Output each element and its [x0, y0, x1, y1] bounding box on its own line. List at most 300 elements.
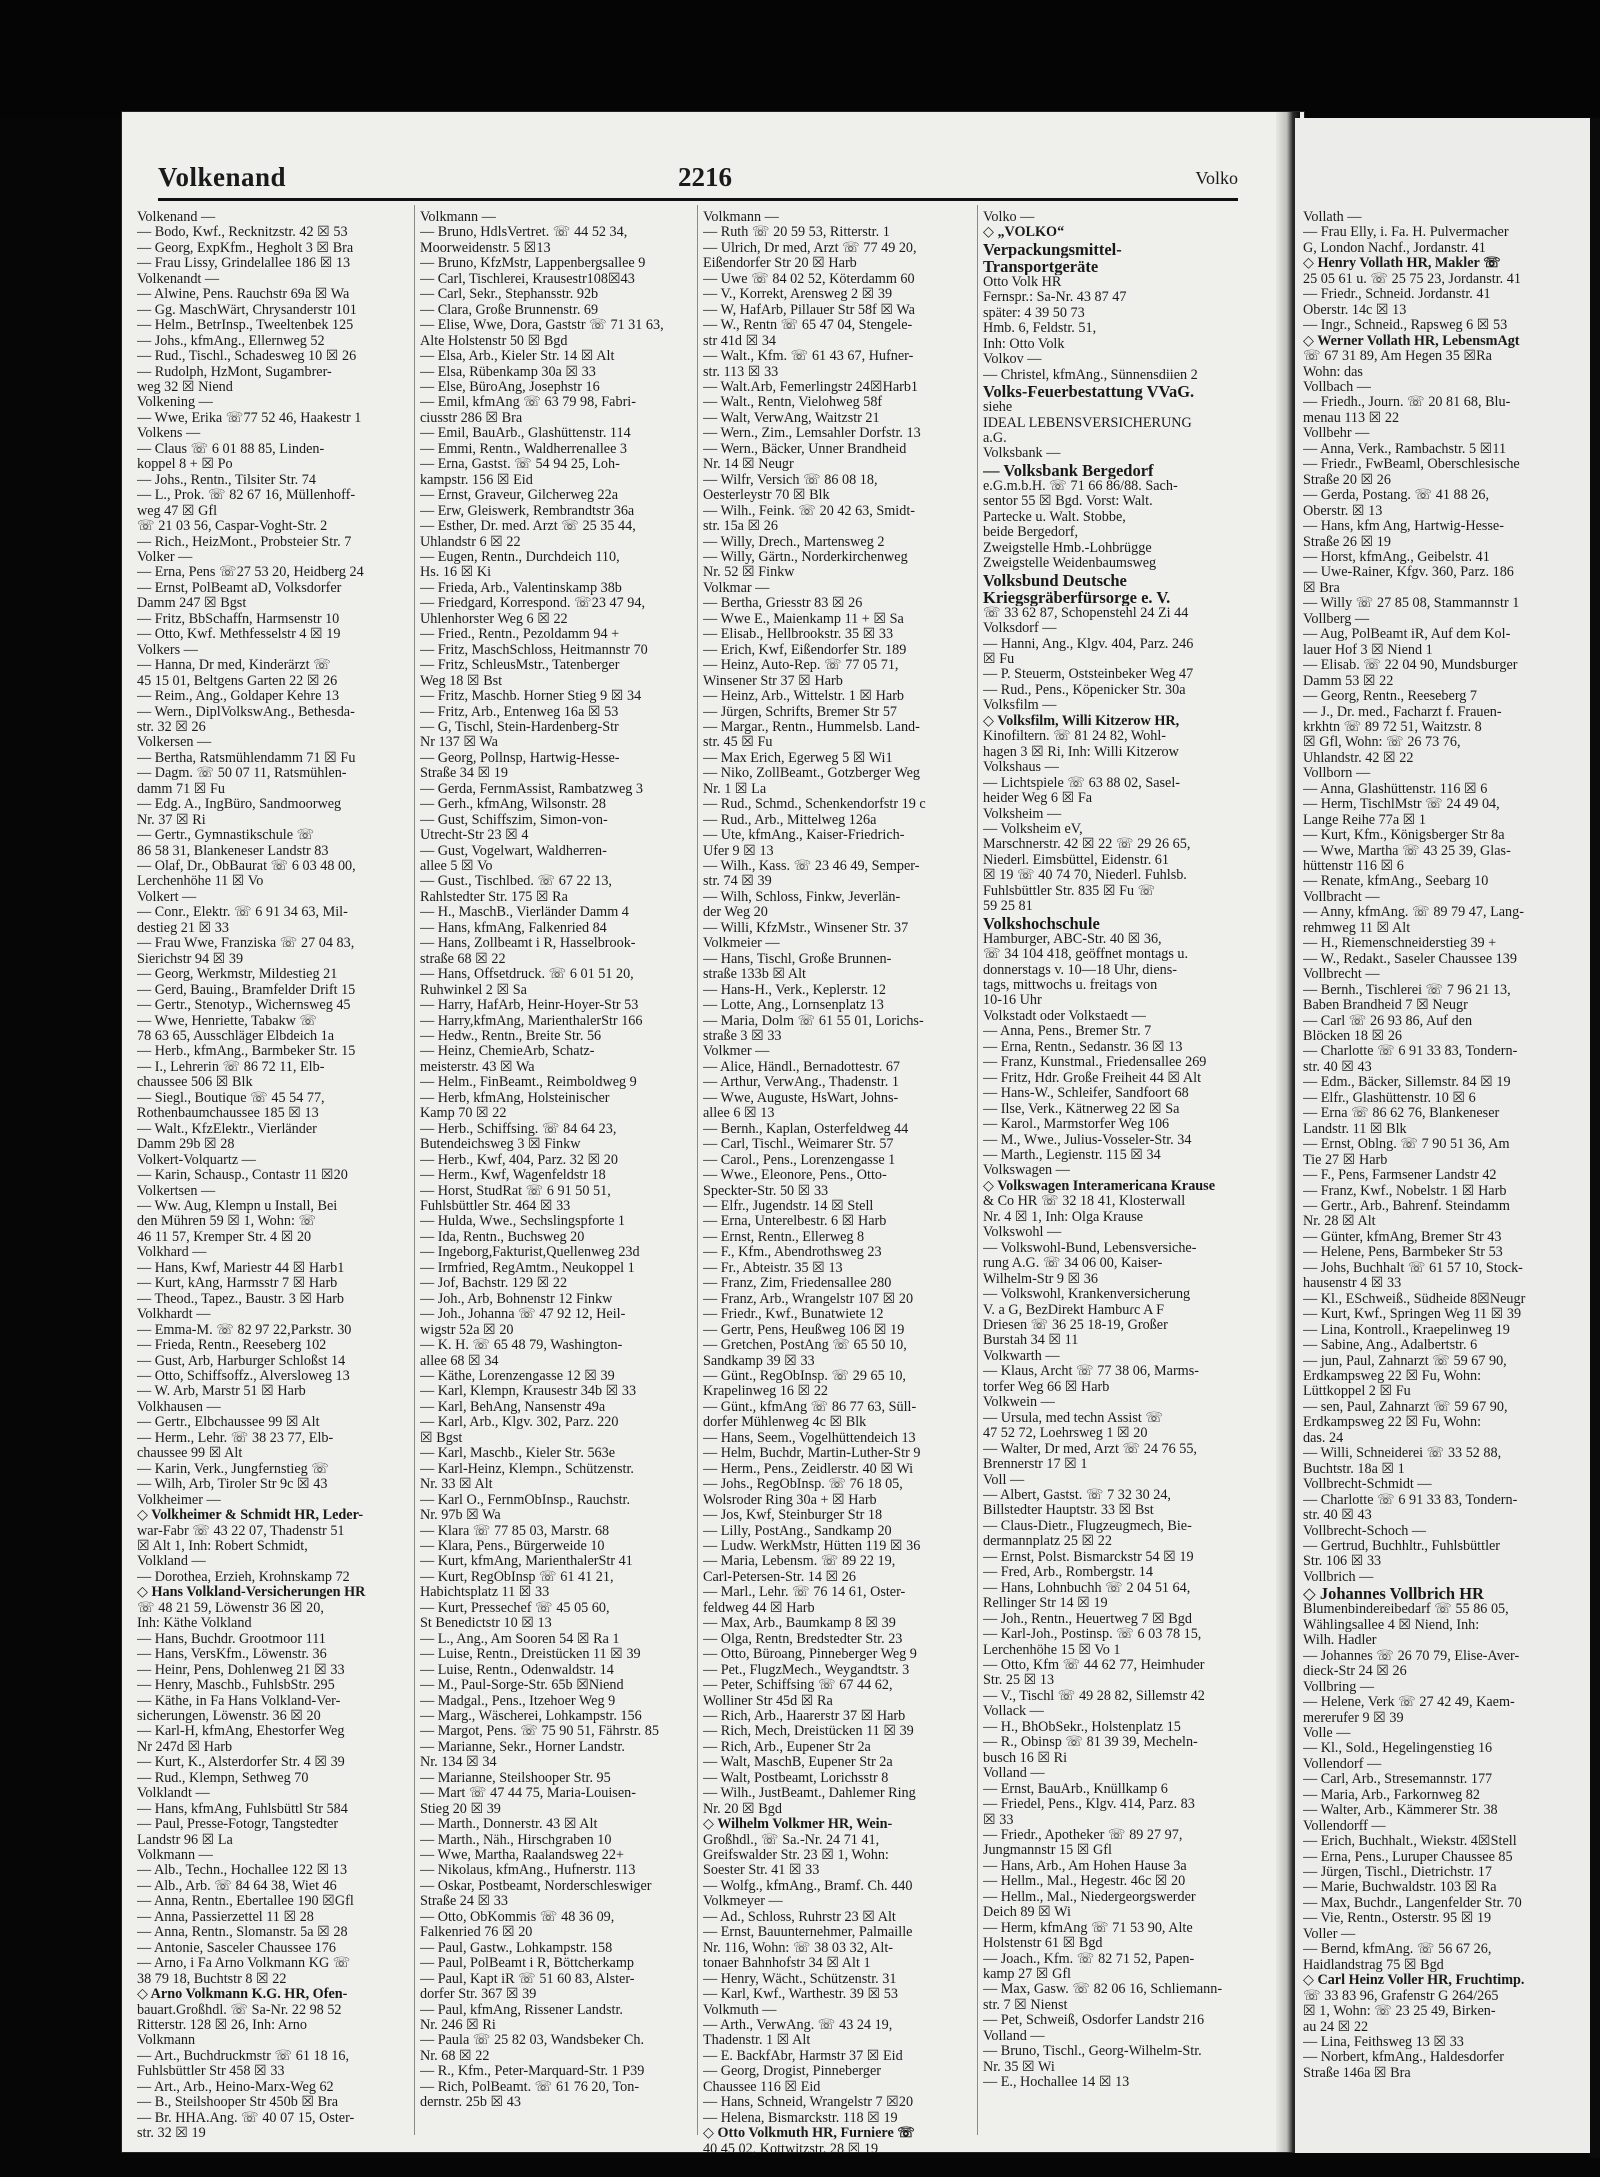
listing-entry: — Ernst, Rentn., Ellerweg 8	[703, 1229, 865, 1245]
surname-heading: Volker —	[137, 549, 193, 565]
surname-heading: Volle —	[1303, 1725, 1351, 1741]
listing-entry: — Karl-H, kfmAng, Ehestorfer Weg	[137, 1724, 345, 1740]
listing-entry: — Lina, Feithsweg 13 ☒ 33	[1303, 2035, 1464, 2051]
listing-entry: — Maria, Dolm ☏ 61 55 01, Lorichs-	[703, 1013, 924, 1029]
listing-entry: — Maria, Arb., Farkornweg 82	[1303, 1787, 1480, 1803]
listing-entry: — Günter, kfmAng, Bremer Str 43	[1303, 1229, 1502, 1245]
listing-entry: — Nikolaus, kfmAng., Hufnerstr. 113	[420, 1863, 636, 1879]
listing-entry: — Ww. Aug, Klempn u Install, Bei	[137, 1199, 338, 1214]
listing-entry: — Günt., kfmAng ☏ 86 77 63, Süll-	[703, 1399, 917, 1415]
listing-entry: — Reim., Ang., Goldaper Kehre 13	[137, 689, 340, 705]
listing-entry: — Arthur, VerwAng., Thadenstr. 1	[703, 1075, 899, 1091]
listing-entry: str. 113 ☒ 33	[703, 364, 779, 380]
listing-entry: — Hellm., Mal., Hegestr. 46c ☒ 20	[983, 1874, 1186, 1890]
listing-entry: 25 05 61 u. ☏ 25 75 23, Jordanstr. 41	[1303, 271, 1521, 287]
listing-entry: destieg 21 ☒ 33	[137, 920, 229, 936]
listing-entry: — Jof, Bachstr. 129 ☒ 22	[420, 1276, 568, 1292]
listing-entry: — Wwe, Henriette, Tabakw ☏	[137, 1013, 318, 1029]
listing-entry: ☏ 21 03 56, Caspar-Voght-Str. 2	[137, 519, 328, 535]
surname-heading: Volkmer —	[703, 1044, 770, 1060]
surname-heading: Volkertsen —	[137, 1183, 216, 1199]
listing-entry: Nr. 246 ☒ Ri	[420, 2018, 496, 2034]
listing-entry: Winsener Str 37 ☒ Harb	[703, 673, 843, 689]
listing-entry: Landstr. 11 ☒ Blk	[1303, 1121, 1407, 1137]
listing-entry: Speckter-Str. 50 ☒ 33	[703, 1183, 829, 1199]
listing-entry: Nr. 37 ☒ Ri	[137, 812, 206, 828]
listing-entry: allee 68 ☒ 34	[420, 1353, 499, 1369]
listing-entry: ◇ „VOLKO“	[983, 225, 1065, 241]
listing-entry: — Emil, BauArb., Glashüttenstr. 114	[420, 426, 631, 442]
listing-entry: Sandkamp 39 ☒ 33	[703, 1353, 815, 1369]
listing-entry: — Hans-H., Verk., Keplerstr. 12	[703, 982, 886, 998]
listing-entry: — Herm, TischlMstr ☏ 24 49 04,	[1303, 797, 1500, 813]
listing-entry: — Hans, kfmAng, Fuhlsbüttl Str 584	[137, 1801, 348, 1817]
listing-entry: — Joh., Rentn., Heuertweg 7 ☒ Bgd	[983, 1611, 1192, 1627]
listing-entry: Eißendorfer Str 20 ☒ Harb	[703, 256, 857, 272]
listing-entry: — Bernh., Kaplan, Osterfeldweg 44	[703, 1121, 909, 1137]
listing-entry: — Uwe-Rainer, Kfgv. 360, Parz. 186	[1303, 565, 1514, 581]
surname-heading: Volkert-Volquartz —	[137, 1152, 256, 1168]
listing-entry: — Anna, Pens., Bremer Str. 7	[983, 1024, 1152, 1040]
listing-entry: — Georg, ExpKfm., Hegholt 3 ☒ Bra	[137, 240, 354, 256]
listing-entry: — Karl, Maschb., Kieler Str. 563e	[420, 1446, 616, 1462]
listing-entry: Otto Volk HR	[983, 274, 1062, 290]
listing-entry: Wolliner Str 45d ☒ Ra	[703, 1693, 833, 1709]
listing-entry: — Lina, Kontroll., Kraepelinweg 19	[1303, 1322, 1510, 1338]
listing-entry: Deich 89 ☒ Wi	[983, 1905, 1071, 1921]
listing-entry: — Herb, kfmAng, Holsteinischer	[420, 1090, 610, 1106]
listing-entry: — Paul, Kapt iR ☏ 51 60 83, Alster-	[420, 1971, 635, 1987]
listing-entry: — Margot, Pens. ☏ 75 90 51, Fährstr. 85	[420, 1724, 659, 1740]
listing-entry: — Walt, VerwAng, Waitzstr 21	[703, 410, 880, 426]
listing-entry: später: 4 39 50 73	[983, 305, 1085, 321]
surname-heading: Vollendorff —	[1303, 1818, 1386, 1834]
listing-entry: IDEAL LEBENSVERSICHERUNG	[983, 415, 1192, 431]
listing-entry: — Christel, kfmAng., Sünnensdiien 2	[983, 367, 1198, 383]
listing-entry: — Erich, Buchhalt., Wiekstr. 4☒Stell	[1303, 1834, 1517, 1850]
listing-entry: Inh: Käthe Volkland	[137, 1616, 252, 1632]
listing-entry: busch 16 ☒ Ri	[983, 1750, 1068, 1766]
listing-entry: — Ingeborg,Fakturist,Quellenweg 23d	[420, 1245, 640, 1261]
listing-entry: — Herb., kfmAng., Barmbeker Str. 15	[137, 1044, 356, 1060]
listing-entry: ◇ Volkswagen Interamericana Krause	[983, 1178, 1215, 1194]
listing-entry: Volksbund Deutsche	[983, 571, 1127, 589]
listing-entry: Partecke u. Walt. Stobbe,	[983, 509, 1126, 525]
listing-entry: — Otto, Kfm ☏ 44 62 77, Heimhuder	[983, 1657, 1205, 1673]
listing-entry: — Karl, Klempn, Krausestr 34b ☒ 33	[420, 1384, 637, 1400]
listing-entry: — F., Kfm., Abendrothsweg 23	[703, 1245, 882, 1261]
surname-heading: Vollendorf —	[1303, 1756, 1382, 1772]
listing-entry: Nr. 97b ☒ Wa	[420, 1508, 501, 1524]
listing-entry: — Esther, Dr. med. Arzt ☏ 25 35 44,	[420, 519, 636, 535]
listing-entry: — Hans, Kwf, Mariestr 44 ☒ Harb1	[137, 1260, 345, 1276]
listing-entry: — Theod., Tapez., Baustr. 3 ☒ Harb	[137, 1291, 345, 1307]
listing-entry: Ruhwinkel 2 ☒ Sa	[420, 982, 527, 998]
listing-entry: — Frau Elly, i. Fa. H. Pulvermacher	[1303, 225, 1509, 241]
listing-entry: 40 45 02, Kottwitzstr. 28 ☒ 19	[703, 2141, 879, 2157]
listing-entry: — Wilfr, Versich ☏ 86 08 18,	[703, 472, 878, 488]
listing-entry: — Karl, Arb., Klgv. 302, Parz. 220	[420, 1415, 619, 1431]
listing-entry: — Erich, Kwf, Eißendorfer Str. 189	[703, 642, 907, 658]
surname-heading: Volkersen —	[137, 735, 212, 751]
listing-entry: — Conr., Elektr. ☏ 6 91 34 63, Mil-	[137, 905, 348, 921]
listing-entry: — Georg, Werkmstr, Mildestieg 21	[137, 967, 338, 983]
listing-entry: rung A.G. ☏ 34 06 00, Kaiser-	[983, 1256, 1163, 1272]
listing-entry: ☏ 34 104 418, geöffnet montags u.	[983, 947, 1189, 963]
listing-entry: — Niko, ZollBeamt., Gotzberger Weg	[703, 766, 921, 782]
listing-entry: — Fritz, MaschSchloss, Heitmannstr 70	[420, 642, 648, 658]
listing-entry: — Peter, Schiffsing ☏ 67 44 62,	[703, 1678, 893, 1694]
listing-entry: — Volkswohl-Bund, Lebensversiche-	[983, 1240, 1197, 1256]
surname-heading: Volksheim —	[983, 806, 1062, 822]
listing-entry: — M., Wwe., Julius-Vosseler-Str. 34	[983, 1132, 1192, 1148]
listing-entry: — Friedh., Journ. ☏ 20 81 68, Blu-	[1303, 395, 1511, 411]
listing-entry: Kinofiltern. ☏ 81 24 82, Wohl-	[983, 729, 1167, 745]
listing-entry: Kriegsgräberfürsorge e. V.	[983, 588, 1171, 606]
listing-entry: — Hellm., Mal., Niedergeorgswerder	[983, 1889, 1196, 1905]
listing-entry: das. 24	[1303, 1430, 1344, 1446]
listing-entry: torfer Weg 66 ☒ Harb	[983, 1379, 1110, 1395]
listing-entry: — Friedr., Schneid. Jordanstr. 41	[1303, 287, 1491, 303]
listing-entry: — Helm., FinBeamt., Reimboldweg 9	[420, 1075, 637, 1091]
listing-entry: — Fritz, Hdr. Große Freiheit 44 ☒ Alt	[983, 1070, 1202, 1086]
listing-entry: allee 5 ☒ Vo	[420, 859, 493, 875]
surname-heading: Volkmeyer —	[703, 1894, 783, 1910]
listing-entry: Straße 20 ☒ 26	[1303, 472, 1391, 488]
listing-entry: — Pet., FlugzMech., Weygandtstr. 3	[703, 1662, 910, 1678]
listing-entry: Habichtsplatz 11 ☒ 33	[420, 1585, 550, 1601]
listing-entry: Rellinger Str 14 ☒ 19	[983, 1596, 1108, 1612]
listing-entry: — Walt, MaschB, Eupener Str 2a	[703, 1755, 893, 1771]
listing-entry: — Hans, Tischl, Große Brunnen-	[703, 951, 892, 967]
listing-entry: — Gust., Tischlbed. ☏ 67 22 13,	[420, 874, 612, 890]
listing-entry: ◇ Wilhelm Volkmer HR, Wein-	[703, 1817, 893, 1833]
listing-entry: — L., Prok. ☏ 82 67 16, Müllenhoff-	[137, 488, 356, 504]
listing-entry: — Ilse, Verk., Kätnerweg 22 ☒ Sa	[983, 1101, 1180, 1117]
listing-entry: — R., Obinsp ☏ 81 39 39, Mecheln-	[983, 1735, 1198, 1751]
surname-heading: Volkmann —	[137, 1848, 213, 1864]
listing-entry: — Rich, Arb., Haarerstr 37 ☒ Harb	[703, 1708, 906, 1724]
listing-entry: Oberstr. ☒ 13	[1303, 503, 1383, 519]
listing-entry: — Alice, Händl., Bernadottestr. 67	[703, 1059, 901, 1075]
listing-entry: — Gertr., Elbchaussee 99 ☒ Alt	[137, 1415, 320, 1431]
listing-entry: — Helene, Verk ☏ 27 42 49, Kaem-	[1303, 1695, 1515, 1711]
listing-column-2	[420, 210, 692, 2111]
listing-entry: — Irmfried, RegAmtm., Neukoppel 1	[420, 1260, 635, 1276]
listing-entry: — Wilh., Feink. ☏ 20 42 63, Smidt-	[703, 503, 915, 519]
listing-entry: Nr 137 ☒ Wa	[420, 735, 498, 751]
listing-entry: — Bodo, Kwf., Recknitzstr. 42 ☒ 53	[137, 225, 348, 241]
listing-entry: Nr. 4 ☒ 1, Inh: Olga Krause	[983, 1209, 1144, 1225]
listing-entry: — Marth., Donnerstr. 43 ☒ Alt	[420, 1817, 598, 1833]
listing-entry: Driesen ☏ 36 25 18-19, Großer	[983, 1318, 1168, 1333]
listing-entry: — Erw, Gleiswerk, Rembrandtstr 36a	[420, 503, 635, 519]
listing-entry: Nr. 68 ☒ 22	[420, 2048, 490, 2064]
listing-entry: — Carl, Tischlerei, Krausestr108☒43	[420, 271, 635, 287]
listing-entry: — Paula ☏ 25 82 03, Wandsbeker Ch.	[420, 2033, 644, 2049]
running-head-left: Volkenand	[158, 162, 287, 192]
listing-entry: — E., Hochallee 14 ☒ 13	[983, 2075, 1130, 2091]
listing-entry: — Ernst, Oblng. ☏ 7 90 51 36, Am	[1303, 1137, 1510, 1153]
listing-entry: — Oskar, Postbeamt, Norderschleswiger	[420, 1878, 652, 1894]
listing-entry: — Günt., RegObInsp. ☏ 29 65 10,	[703, 1368, 906, 1384]
listing-entry: — Hans, Arb., Am Hohen Hause 3a	[983, 1858, 1187, 1874]
listing-entry: str. 45 ☒ Fu	[703, 735, 773, 751]
listing-entry: Str. 106 ☒ 33	[1303, 1554, 1382, 1570]
listing-entry: Zweigstelle Hmb.-Lohbrügge	[983, 540, 1152, 556]
listing-entry: — M., Paul-Sorge-Str. 65b ☒Niend	[420, 1678, 624, 1694]
listing-entry: 47 52 72, Loehrsweg 1 ☒ 20	[983, 1426, 1148, 1442]
listing-entry: — Gust, Arb, Harburger Schloßst 14	[137, 1353, 346, 1369]
listing-entry: — Rud., Klempn, Sethweg 70	[137, 1770, 309, 1786]
listing-entry: ◇ Henry Vollath HR, Makler ☏	[1303, 256, 1501, 272]
surname-heading: Vollborn —	[1303, 766, 1371, 782]
listing-entry: ciusstr 286 ☒ Bra	[420, 410, 523, 426]
listing-entry: — Hans, kfm Ang, Hartwig-Hesse-	[1303, 519, 1504, 535]
listing-entry: — Willy ☏ 27 85 08, Stammannstr 1	[1303, 596, 1520, 612]
listing-entry: Str. 25 ☒ 13	[983, 1673, 1055, 1689]
listing-entry: — Charlotte ☏ 6 91 33 83, Tondern-	[1303, 1492, 1518, 1508]
listing-entry: — Fr., Abteistr. 35 ☒ 13	[703, 1260, 843, 1276]
listing-entry: — Fried., Rentn., Pezoldamm 94 +	[420, 627, 620, 643]
surname-heading: Volkhard —	[137, 1245, 207, 1261]
listing-entry: — Clara, Große Brunnenstr. 69	[420, 302, 599, 318]
listing-entry: — Max Erich, Egerweg 5 ☒ Wi1	[703, 750, 893, 766]
surname-heading: Volkwein —	[983, 1395, 1055, 1411]
listing-entry: G, London Nachf., Jordanstr. 41	[1303, 240, 1486, 256]
listing-entry: Lerchenhöhe 15 ☒ Vo 1	[983, 1642, 1121, 1658]
listing-entry: Holstenstr 61 ☒ Bgd	[983, 1936, 1103, 1952]
listing-entry: Chaussee 116 ☒ Eid	[703, 2079, 821, 2095]
listing-entry: damm 71 ☒ Fu	[137, 781, 225, 797]
listing-entry: — Jürgen, Tischl., Dietrichstr. 17	[1303, 1865, 1492, 1881]
listing-entry: V. a G, BezDirekt Hambuɾc A F	[983, 1302, 1164, 1318]
listing-entry: — Helm, Buchdr, Martin-Luther-Str 9	[703, 1446, 921, 1462]
listing-entry: — Paul, Gastw., Lohkampstr. 158	[420, 1940, 613, 1956]
listing-entry: Wohn: das	[1303, 364, 1363, 380]
listing-entry: — W., Redakt., Saseler Chaussee 139	[1303, 951, 1517, 967]
listing-entry: hüttenstr 116 ☒ 6	[1303, 859, 1404, 875]
surname-heading: Voll —	[983, 1472, 1025, 1488]
listing-entry: — H., Riemenschneiderstieg 39 +	[1303, 936, 1497, 952]
listing-entry: — W. Arb, Marstr 51 ☒ Harb	[137, 1384, 306, 1400]
surname-heading: Volkstadt oder Volkstaedt —	[983, 1008, 1146, 1024]
listing-entry: — Franz, Arb., Wrangelstr 107 ☒ 20	[703, 1291, 914, 1307]
listing-entry: — Elfr., Jugendstr. 14 ☒ Stell	[703, 1199, 874, 1214]
listing-entry: — Walt, Postbeamt, Lorichsstr 8	[703, 1770, 889, 1786]
listing-entry: — Gerda, Postang. ☏ 41 88 26,	[1303, 488, 1490, 504]
listing-entry: — Marth., Legienstr. 115 ☒ 34	[983, 1148, 1161, 1164]
surname-heading: Volko —	[983, 210, 1035, 225]
listing-entry: — Ursula, med techn Assist ☏	[983, 1410, 1164, 1426]
listing-entry: Straße 26 ☒ 19	[1303, 534, 1391, 550]
listing-entry: — Bruno, KfzMstr, Lappenbergsallee 9	[420, 256, 646, 272]
listing-entry: — Marianne, Steilshooper Str. 95	[420, 1770, 611, 1786]
listing-entry: — Ernst, Bauunternehmer, Palmaille	[703, 1925, 913, 1941]
listing-entry: — I., Lehrerin ☏ 86 72 11, Elb-	[137, 1059, 325, 1075]
surname-heading: Volkmann —	[420, 210, 496, 225]
listing-entry: — Heinz, Arb., Wittelstr. 1 ☒ Harb	[703, 689, 905, 705]
listing-entry: Uhlenhorster Weg 6 ☒ 22	[420, 611, 568, 627]
listing-entry: — Renate, kfmAng., Seebarg 10	[1303, 874, 1489, 890]
listing-entry: — Helene, Pens, Barmbeker Str 53	[1303, 1245, 1503, 1261]
listing-entry: — Hans, Schneid, Wrangelstr 7 ☒20	[703, 2095, 914, 2111]
listing-entry: — Olaf, Dr., ObBaurat ☏ 6 03 48 00,	[137, 859, 356, 875]
listing-entry: Landstr 96 ☒ La	[137, 1832, 233, 1848]
listing-entry: tonaer Bahnhofstr 34 ☒ Alt 1	[703, 1956, 871, 1972]
listing-entry: — Luise, Rentn., Odenwaldstr. 14	[420, 1662, 614, 1678]
listing-entry: — Karol., Marmstorfer Weg 106	[983, 1117, 1170, 1133]
listing-entry: — Otto, ObKommis ☏ 48 36 09,	[420, 1909, 615, 1925]
listing-entry: Alte Holstenstr 50 ☒ Bgd	[420, 333, 568, 349]
listing-entry: Lange Reihe 77a ☒ 1	[1303, 812, 1427, 828]
listing-entry: — Kurt, Kwf., Springen Weg 11 ☒ 39	[1303, 1307, 1522, 1323]
listing-entry: — Georg, Rentn., Reeseberg 7	[1303, 689, 1478, 705]
listing-entry: Fuhlsbüttler Str 458 ☒ 33	[137, 2064, 285, 2080]
listing-entry: ☒ 19 ☏ 40 74 70, Niederl. Fuhlsb.	[983, 868, 1187, 884]
listing-entry: — Helena, Bismarckstr. 118 ☒ 19	[703, 2110, 898, 2126]
listing-entry: str. 15a ☒ 26	[703, 519, 778, 535]
listing-entry: Uhlandstr 6 ☒ 22	[420, 534, 521, 550]
listing-entry: Greifswalder Str. 23 ☒ 1, Wohn:	[703, 1848, 889, 1864]
listing-entry: — Horst, kfmAng., Geibelstr. 41	[1303, 549, 1490, 565]
listing-entry: ☏ 33 62 87, Schopenstehl 24 Zi 44	[983, 605, 1189, 621]
surname-heading: Volkmeier —	[703, 936, 780, 952]
listing-entry: — Marie, Buchwaldstr. 103 ☒ Ra	[1303, 1880, 1497, 1896]
listing-entry: beide Bergedorf,	[983, 525, 1079, 541]
listing-entry: Wählingsallee 4 ☒ Niend, Inh:	[1303, 1617, 1480, 1633]
listing-entry: — Arth., VerwAng. ☏ 43 24 19,	[703, 2018, 893, 2034]
listing-entry: str. 7 ☒ Nienst	[983, 1997, 1068, 2013]
listing-entry: Buchtstr. 18a ☒ 1	[1303, 1461, 1405, 1477]
listing-entry: Sierichstr 94 ☒ 39	[137, 951, 244, 967]
listing-entry: — Charlotte ☏ 6 91 33 83, Tondern-	[1303, 1044, 1518, 1060]
listing-column-4	[983, 210, 1255, 2091]
surname-heading: Vollbracht —	[1303, 889, 1380, 905]
listing-entry: — Willy, Gärtn., Norderkirchenweg	[703, 549, 908, 565]
listing-entry: — Helm., BetrInsp., Tweeltenbek 125	[137, 318, 354, 334]
listing-entry: — Rich, PolBeamt. ☏ 61 76 20, Ton-	[420, 2079, 640, 2095]
listing-entry: 38 79 18, Buchtstr 8 ☒ 22	[137, 1971, 287, 1987]
listing-entry: — Wilh., JustBeamt., Dahlemer Ring	[703, 1786, 916, 1802]
listing-entry: — Erna, Pens., Luruper Chaussee 85	[1303, 1849, 1513, 1865]
listing-entry: straße 68 ☒ 22	[420, 951, 506, 967]
listing-entry: Nr. 33 ☒ Alt	[420, 1477, 493, 1493]
surname-heading: Volkland —	[137, 1554, 206, 1570]
listing-entry: Nr. 134 ☒ 34	[420, 1755, 497, 1771]
listing-entry: — Wwe, Martha ☏ 43 25 39, Glas-	[1303, 843, 1511, 859]
listing-entry: feldweg 44 ☒ Harb	[703, 1600, 815, 1616]
listing-entry: & Co HR ☏ 32 18 41, Klosterwall	[983, 1194, 1186, 1210]
listing-entry: Rothenbaumchaussee 185 ☒ 13	[137, 1106, 319, 1122]
listing-entry: — Herb., Schiffsing. ☏ 84 64 23,	[420, 1121, 617, 1137]
listing-entry: mererufer 9 ☒ 39	[1303, 1710, 1404, 1726]
listing-entry: — Paul, PolBeamt i R, Böttcherkamp	[420, 1956, 634, 1972]
listing-entry: heider Weg 6 ☒ Fa	[983, 791, 1093, 807]
listing-entry: — Hanni, Ang., Klgv. 404, Parz. 246	[983, 636, 1194, 652]
listing-entry: — Gertr., Arb., Bahrenf. Steindamm	[1303, 1199, 1510, 1214]
listing-entry: Soester Str. 41 ☒ 33	[703, 1863, 820, 1879]
listing-entry: — Franz, Kunstmal., Friedensallee 269	[983, 1055, 1207, 1071]
listing-entry: Straße 34 ☒ 19	[420, 766, 508, 782]
listing-entry: — W., Rentn ☏ 65 47 04, Stengele-	[703, 318, 913, 334]
listing-column-1	[137, 210, 409, 2142]
surname-heading: Volkenandt —	[137, 271, 220, 287]
listing-entry: — Wern., Bäcker, Unner Brandheid	[703, 441, 907, 457]
listing-entry: — Ludw. WerkMstr, Hütten 119 ☒ 36	[703, 1538, 921, 1554]
listing-entry: Fuhlsbüttler Str. 464 ☒ 33	[420, 1199, 571, 1214]
listing-entry: weg 32 ☒ Niend	[137, 379, 233, 395]
listing-entry: — Wilh, Schloss, Finkw, Jeverlän-	[703, 889, 901, 905]
listing-entry: — Fred, Arb., Rombergstr. 14	[983, 1565, 1153, 1581]
listing-entry: — Siegl., Boutique ☏ 45 54 77,	[137, 1090, 325, 1106]
listing-entry: Großhdl., ☏ Sa.-Nr. 24 71 41,	[703, 1832, 880, 1848]
surname-heading: Volkmuth —	[703, 2002, 777, 2018]
listing-entry: — Luise, Rentn., Dreistücken 11 ☒ 39	[420, 1647, 641, 1663]
listing-entry: au 24 ☒ 22	[1303, 2019, 1369, 2035]
listing-entry: Nr 247d ☒ Harb	[137, 1739, 233, 1755]
listing-entry: — Kurt, K., Alsterdorfer Str. 4 ☒ 39	[137, 1755, 345, 1771]
listing-entry: Fuhlsbüttler Str. 835 ☒ Fu ☏	[983, 883, 1156, 899]
listing-entry: — Käthe, in Fa Hans Volkland-Ver-	[137, 1693, 341, 1709]
listing-entry: — Wwe, Auguste, HsWart, Johns-	[703, 1090, 899, 1106]
listing-entry: Volkshochschule	[983, 914, 1100, 932]
surname-heading: Vollbehr —	[1303, 426, 1370, 442]
listing-entry: — Klaus, Archt ☏ 77 38 06, Marms-	[983, 1364, 1199, 1380]
listing-entry: — G, Tischl, Stein-Hardenberg-Str	[420, 719, 619, 735]
listing-entry: — Anna, Verk., Rambachstr. 5 ☒11	[1303, 441, 1507, 457]
listing-entry: rehmweg 11 ☒ Alt	[1303, 920, 1411, 936]
listing-entry: — Johs., Rentn., Tilsiter Str. 74	[137, 472, 316, 488]
surname-heading: Volksfilm —	[983, 698, 1057, 714]
listing-entry: — Gust, Schiffszim, Simon-von-	[420, 812, 608, 828]
listing-entry: Inh: Otto Volk	[983, 336, 1065, 352]
listing-entry: — Gerda, FernmAssist, Rambatzweg 3	[420, 781, 644, 797]
listing-entry: 45 15 01, Beltgens Garten 22 ☒ 26	[137, 673, 338, 689]
listing-entry: — Ute, kfmAng., Kaiser-Friedrich-	[703, 828, 905, 844]
listing-entry: ◇ Carl Heinz Voller HR, Fruchtimp.	[1303, 1973, 1525, 1989]
listing-entry: kamp 27 ☒ Gfl	[983, 1967, 1071, 1983]
listing-entry: — Vie, Rentn., Osterstr. 95 ☒ 19	[1303, 1911, 1492, 1927]
listing-entry: dernstr. 25b ☒ 43	[420, 2095, 521, 2111]
listing-entry: Kamp 70 ☒ 22	[420, 1106, 507, 1122]
listing-entry: — Emmi, Rentn., Waldherrenallee 3	[420, 441, 628, 457]
listing-entry: — Heinz, ChemieArb, Schatz-	[420, 1044, 595, 1060]
listing-entry: — Johs., RegObInsp. ☏ 76 18 05,	[703, 1477, 903, 1493]
listing-entry: — Hans, Offsetdruck. ☏ 6 01 51 20,	[420, 967, 634, 983]
listing-entry: — Carol., Pens., Lorenzengasse 1	[703, 1152, 896, 1168]
listing-entry: — Karl O., FernmObInsp., Rauchstr.	[420, 1492, 631, 1508]
listing-entry: Niederl. Eimsbüttel, Eidenstr. 61	[983, 852, 1169, 868]
listing-entry: ☏ 33 83 96, Grafenstr G 264/265	[1303, 1988, 1499, 2004]
listing-entry: — Henry, Maschb., FuhlsbStr. 295	[137, 1678, 335, 1694]
listing-entry: Zweigstelle Weidenbaumsweg	[983, 556, 1157, 572]
listing-entry: dorfer Str. 367 ☒ 39	[420, 1987, 537, 2003]
listing-entry: — Paul, kfmAng, Rissener Landstr.	[420, 2002, 623, 2018]
column-rule	[977, 205, 978, 2135]
listing-entry: — Käthe, Lorenzengasse 12 ☒ 39	[420, 1368, 615, 1384]
listing-entry: str. 40 ☒ 43	[1303, 1508, 1372, 1524]
listing-entry: — Wwe, Martha, Raalandsweg 22+	[420, 1848, 624, 1864]
listing-column-5-adjacent-page	[1303, 210, 1593, 2081]
column-rule	[697, 205, 698, 2135]
listing-entry: — Frieda, Rentn., Reeseberg 102	[137, 1338, 327, 1354]
listing-entry: — Dagm. ☏ 50 07 11, Ratsmühlen-	[137, 766, 347, 782]
listing-entry: — Erna ☏ 86 62 76, Blankeneser	[1303, 1106, 1500, 1122]
listing-entry: — V., Tischl ☏ 49 28 82, Sillemstr 42	[983, 1688, 1205, 1704]
listing-entry: — P. Steuerm, Oststeinbeker Weg 47	[983, 667, 1194, 683]
listing-entry: Hmb. 6, Feldstr. 51,	[983, 321, 1097, 337]
